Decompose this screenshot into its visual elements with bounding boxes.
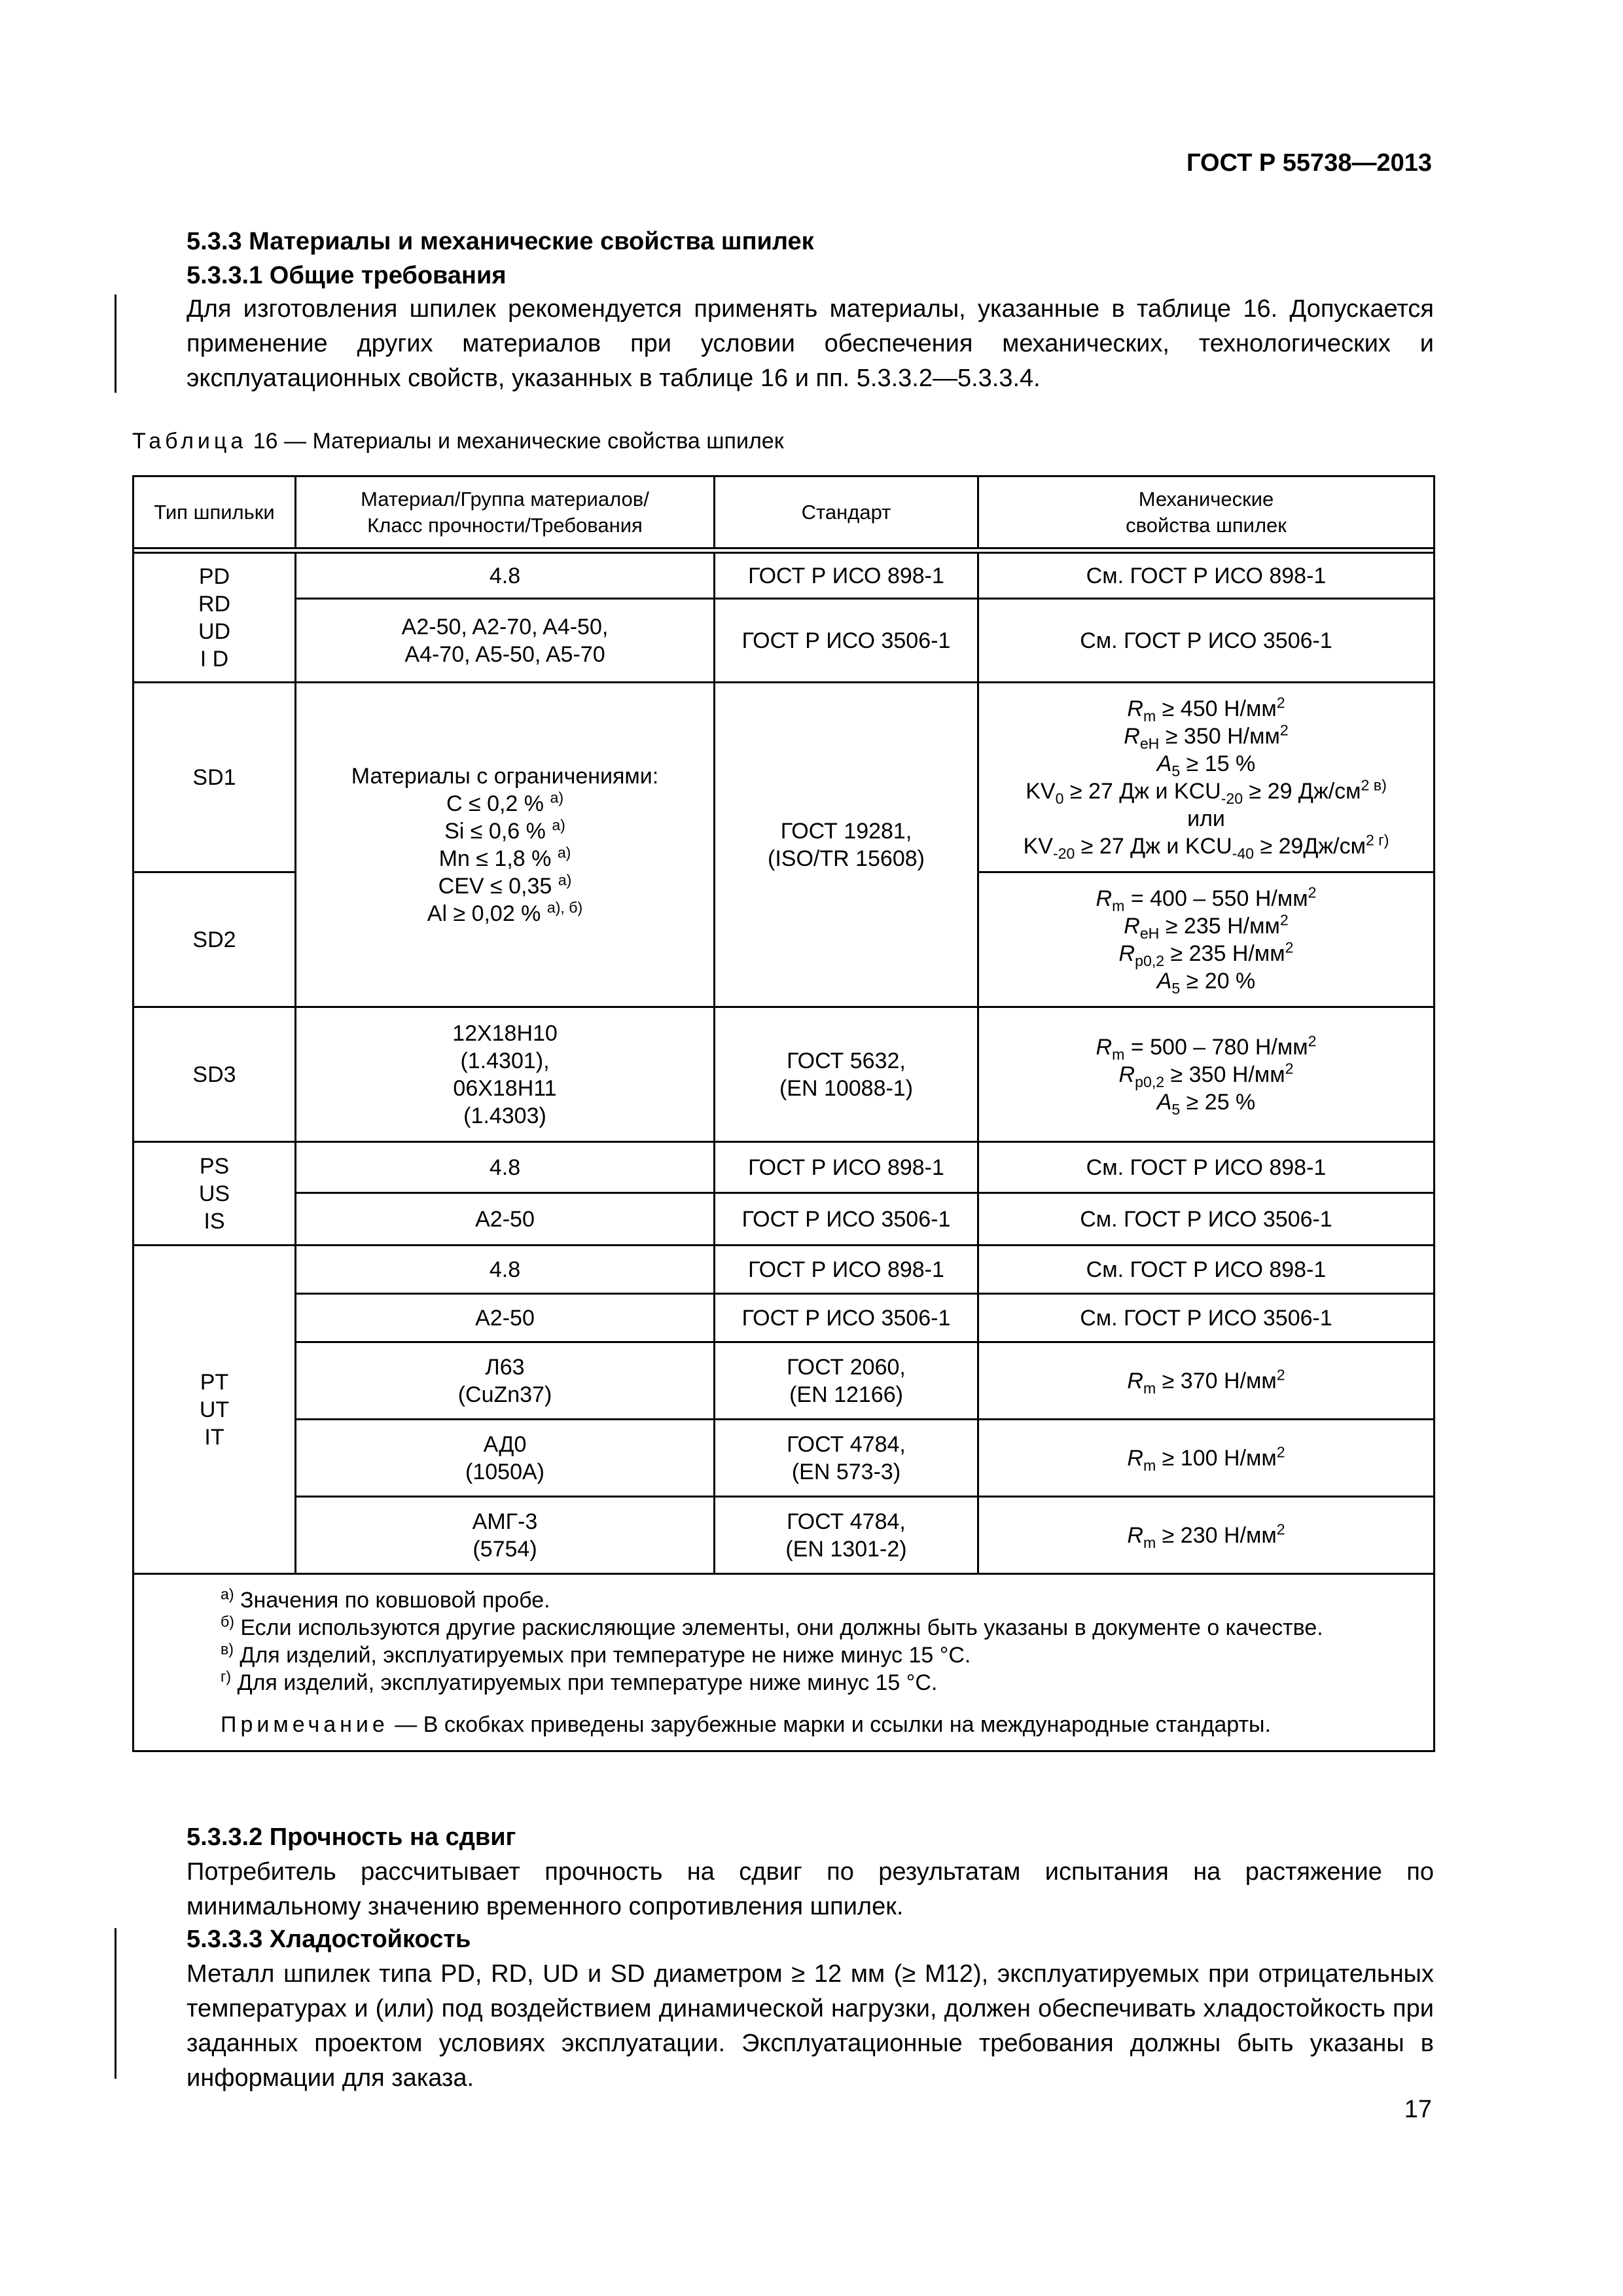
material-cell: АМГ-3 (5754) [296,1497,715,1574]
properties-cell: См. ГОСТ Р ИСО 898-1 [978,553,1435,599]
document-id: ГОСТ Р 55738—2013 [1186,149,1432,177]
table-row [134,683,1435,872]
header-type: Тип шпильки [134,476,296,548]
properties-cell: $R_m \ge 100$ $Н/мм^2$ [978,1420,1435,1497]
properties-cell: См. ГОСТ Р ИСО 898-1 [978,1142,1435,1193]
table-caption-text: 16 — Материалы и механические свойства шпилек [247,429,784,454]
header-standard: Стандарт [715,476,978,548]
table-row [134,1342,1435,1420]
type-cell: PT UT IT [134,1246,296,1574]
properties-cell: $R_m \ge 230$ $Н/мм^2$ [978,1497,1435,1574]
table-row [134,1294,1435,1342]
standard-cell: ГОСТ Р ИСО 3506-1 [715,1193,978,1246]
section-5-3-3-1-text: Для изготовления шпилек рекомендуется применять материалы, указанные в таблице 16. Допускается применение других материалов при условии обеспечения механических, технологических и эксплуатационных свойств, указанных в таблице 16 и пп. 5.3.3.2—5.3.3.4. [187,295,1434,392]
material-cell: A2-50 [296,1193,715,1246]
properties-cell: $R_m = 500 - 780$ $Н/мм^2$ $R_{p0,2} \ge 350$ $Н/мм^2$ $A_5 \ge 25$ % [978,1007,1435,1142]
footnote-a: $^{а)}$ Значения по ковшовой пробе. [221,1585,550,1613]
properties-cell: $R_m = 400 - 550$ $Н/мм^2$ $R_{eH} \ge 235$ $Н/мм^2$ $R_{p0,2} \ge 235$ $Н/мм^2$ $A_5 \ge 20$ % [978,872,1435,1007]
section-5-3-3-title: 5.3.3 Материалы и механические свойства шпилек [187,228,814,255]
section-5-3-3-3-title: 5.3.3.3 Хладостойкость [187,1926,471,1953]
properties-cell: См. ГОСТ Р ИСО 898-1 [978,1246,1435,1294]
properties-cell: $R_m \ge 370$ $Н/мм^2$ [978,1342,1435,1420]
table-row [134,1142,1435,1193]
type-cell: SD2 [134,872,296,1007]
standard-cell: ГОСТ 19281, (ISO/TR 15608) [715,683,978,1007]
type-cell: PS US IS [134,1142,296,1246]
footnotes-cell [134,1574,1435,1751]
type-cell: SD3 [134,1007,296,1142]
type-cell: SD1 [134,683,296,872]
change-bar [115,1928,116,2079]
material-cell: A2-50 [296,1294,715,1342]
table-row [134,1420,1435,1497]
material-cell: 4.8 [296,1246,715,1294]
table-caption-label: Таблица [132,429,247,454]
type-cell: PD RD UD I D [134,553,296,683]
table-row [134,599,1435,683]
properties-cell: См. ГОСТ Р ИСО 3506-1 [978,599,1435,683]
standard-cell: ГОСТ Р ИСО 898-1 [715,553,978,599]
table-header-row [134,476,1435,548]
footnotes-row [134,1574,1435,1751]
standard-cell: ГОСТ Р ИСО 898-1 [715,1246,978,1294]
section-5-3-3-1-title: 5.3.3.1 Общие требования [187,262,507,289]
table-row [134,553,1435,599]
standard-cell: ГОСТ Р ИСО 3506-1 [715,599,978,683]
standard-cell: ГОСТ Р ИСО 3506-1 [715,1294,978,1342]
standard-cell: ГОСТ 4784, (EN 573-3) [715,1420,978,1497]
properties-cell: См. ГОСТ Р ИСО 3506-1 [978,1294,1435,1342]
page-number: 17 [1404,2096,1432,2123]
materials-table [132,475,1435,1752]
change-bar [115,295,116,393]
table-caption [132,429,784,454]
header-properties: Механические свойства шпилек [978,476,1435,548]
footnote-g: $^{г)}$ Для изделий, эксплуатируемых при температуре ниже минус 15 °С. [221,1668,938,1695]
section-5-3-3-3-text: Металл шпилек типа PD, RD, UD и SD диаметром ≥ 12 мм (≥ M12), эксплуатируемых при отрицательных температурах и (или) под воздействием динамической нагрузки, должен обеспечивать хладостойкость при заданных проектом условиях эксплуатации. Эксплуатационные требования должны быть указаны в информации для заказа. [187,1960,1434,2092]
header-separator [134,548,1435,553]
material-cell: Л63 (CuZn37) [296,1342,715,1420]
table-note: Примечание — В скобках приведены зарубежные марки и ссылки на международные стандарты. [221,1712,1271,1737]
standard-cell: ГОСТ 5632, (EN 10088-1) [715,1007,978,1142]
properties-cell: $R_m \ge 450$ $Н/мм^2$ $R_{eH} \ge 350$ $Н/мм^2$ $A_5 \ge 15$ % $KV_0 \ge 27$ Дж и $KCU_{-20} \ge 29$ $Дж/см^{2 в)}$ или $KV_{-20} \ge 27$ Дж и $KCU_{-40} \ge 29Дж/см^{2 г)}$ [978,683,1435,872]
material-cell: 4.8 [296,553,715,599]
standard-cell: ГОСТ 4784, (EN 1301-2) [715,1497,978,1574]
table-row [134,1193,1435,1246]
material-cell: 4.8 [296,1142,715,1193]
properties-cell: См. ГОСТ Р ИСО 3506-1 [978,1193,1435,1246]
table-row [134,1497,1435,1574]
header-material: Материал/Группа материалов/ Класс прочности/Требования [296,476,715,548]
section-5-3-3-2-text: Потребитель рассчитывает прочность на сдвиг по результатам испытания на растяжение по минимальному значению временного сопротивления шпилек. [187,1858,1434,1920]
standard-cell: ГОСТ 2060, (EN 12166) [715,1342,978,1420]
footnote-v: $^{в)}$ Для изделий, эксплуатируемых при температуре не ниже минус 15 °С. [221,1640,971,1668]
section-5-3-3-2-title: 5.3.3.2 Прочность на сдвиг [187,1823,516,1851]
footnote-b: $^{б)}$ Если используются другие раскисляющие элементы, они должны быть указаны в документе о качестве. [221,1613,1323,1640]
table-row [134,1246,1435,1294]
material-cell: A2-50, A2-70, A4-50, A4-70, A5-50, A5-70 [296,599,715,683]
material-cell: 12Х18Н10 (1.4301), 06Х18Н11 (1.4303) [296,1007,715,1142]
material-cell: Материалы с ограничениями: C ≤ 0,2 % $^{а)}$ Si ≤ 0,6 % $^{а)}$ Mn ≤ 1,8 % $^{а)}$ CEV ≤ 0,35 $^{а)}$ Al ≥ 0,02 % $^{а), б)}$ [296,683,715,1007]
standard-cell: ГОСТ Р ИСО 898-1 [715,1142,978,1193]
table-row [134,1007,1435,1142]
material-cell: АД0 (1050A) [296,1420,715,1497]
